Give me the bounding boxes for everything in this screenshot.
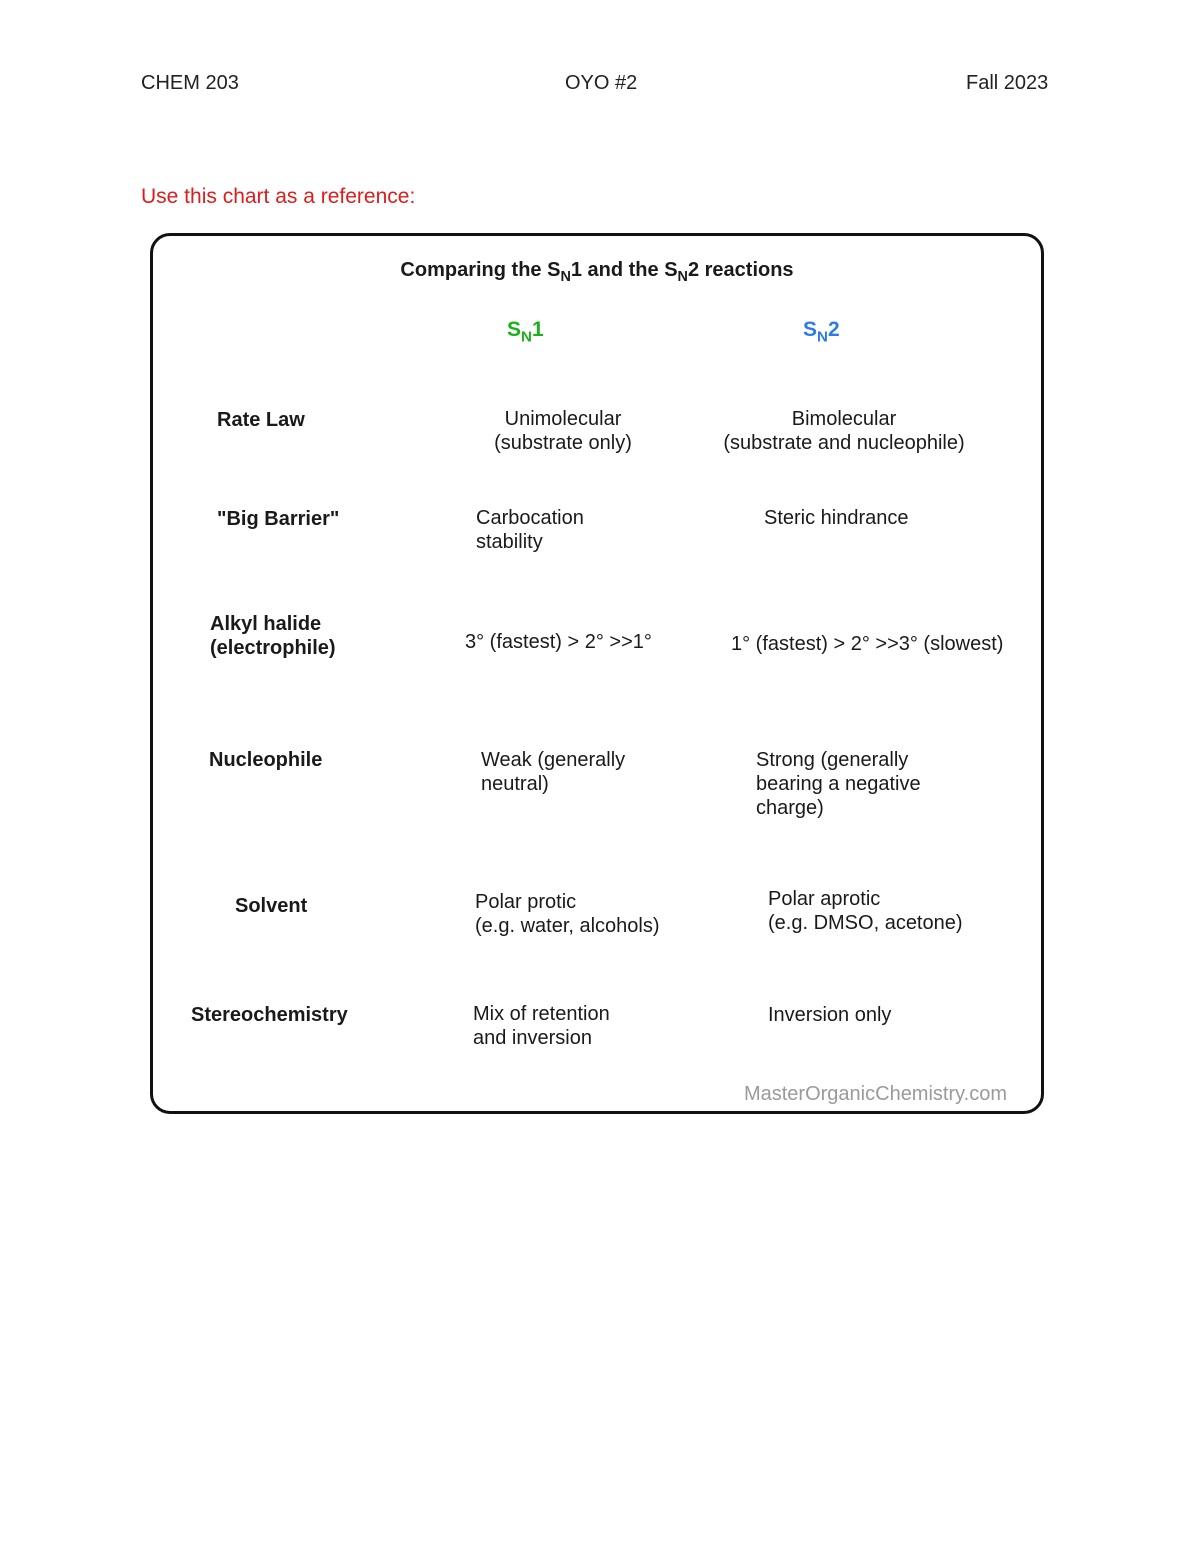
term-header: Fall 2023: [966, 72, 1049, 94]
sn1-alkyl-halide: 3° (fastest) > 2° >>1°: [465, 631, 652, 653]
chart-title: Comparing the $S_N1$ and the $S_N2$ reactions: [400, 259, 794, 286]
sn1-stereochemistry: Mix of retention and inversion: [473, 1003, 610, 1049]
assignment-header: OYO #2: [565, 72, 638, 94]
row-label-solvent: Solvent: [235, 895, 308, 917]
sn2-big-barrier: Steric hindrance: [764, 507, 909, 529]
intro-text: Use this chart as a reference:: [141, 185, 416, 208]
sn1-nucleophile: Weak (generally neutral): [481, 749, 626, 795]
watermark: MasterOrganicChemistry.com: [743, 1083, 1007, 1105]
sn2-rate-law: Bimolecular (substrate and nucleophile): [723, 408, 965, 454]
sn2-column-header: $S_N2$: [803, 318, 840, 346]
sn1-big-barrier: Carbocation stability: [476, 507, 584, 553]
sn2-stereochemistry: Inversion only: [768, 1004, 892, 1026]
sn1-solvent: Polar protic (e.g. water, alcohols): [475, 891, 660, 937]
row-label-rate-law: Rate Law: [217, 409, 305, 431]
row-label-nucleophile: Nucleophile: [209, 749, 323, 771]
row-label-stereochemistry: Stereochemistry: [191, 1004, 348, 1026]
row-label-alkyl-halide: Alkyl halide (electrophile): [210, 613, 336, 659]
sn2-nucleophile: Strong (generally bearing a negative charge): [756, 749, 921, 819]
sn1-sn2-comparison-chart: [150, 233, 1044, 1114]
sn2-solvent: Polar aprotic (e.g. DMSO, acetone): [768, 888, 963, 934]
sn2-alkyl-halide: 1° (fastest) > 2° >>3° (slowest): [731, 633, 1004, 655]
sn1-column-header: $S_N1$: [507, 318, 544, 346]
sn1-rate-law: Unimolecular (substrate only): [494, 408, 632, 454]
row-label-big-barrier: "Big Barrier": [217, 508, 340, 530]
course-header: CHEM 203: [141, 72, 239, 94]
